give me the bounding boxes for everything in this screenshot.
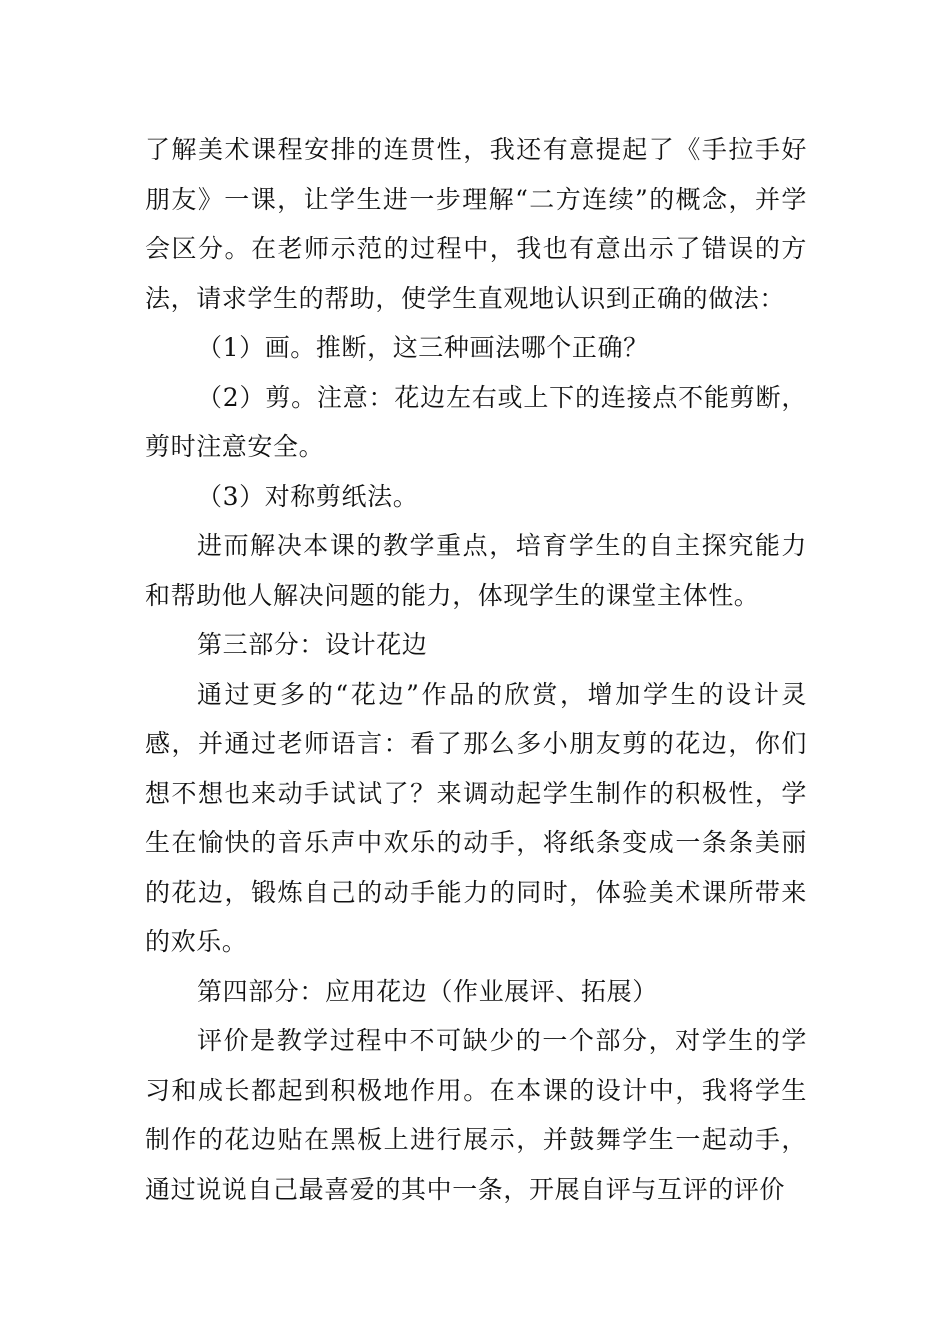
paragraph-teaching-focus: 进而解决本课的教学重点，培育学生的自主探究能力和帮助他人解决问题的能力，体现学生的课堂主体性。 xyxy=(145,531,807,610)
document-page xyxy=(145,125,807,1214)
paragraph-step-draw: （1）画。推断，这三种画法哪个正确？ xyxy=(197,333,649,362)
section-heading-part-three: 第三部分：设计花边 xyxy=(197,630,428,659)
paragraph-step-cut: （2）剪。注意：花边左右或上下的连接点不能剪断，剪时注意安全。 xyxy=(145,382,807,461)
paragraph-continuation: 了解美术课程安排的连贯性，我还有意提起了《手拉手好朋友》一课，让学生进一步理解“二方连续”的概念，并学会区分。在老师示范的过程中，我也有意出示了错误的方法，请求学生的帮助，使学生直观地认识到正确的做法： xyxy=(145,135,807,313)
paragraph-design-border: 通过更多的“花边”作品的欣赏，增加学生的设计灵感，并通过老师语言：看了那么多小朋友剪的花边，你们想不想也来动手试试了？来调动起学生制作的积极性，学生在愉快的音乐声中欢乐的动手，将纸条变成一条条美丽的花边，锻炼自己的动手能力的同时，体验美术课所带来的欢乐。 xyxy=(145,679,807,956)
paragraph-step-symmetric: （3）对称剪纸法。 xyxy=(197,481,419,511)
section-heading-part-four: 第四部分：应用花边（作业展评、拓展） xyxy=(197,976,658,1006)
paragraph-evaluation: 评价是教学过程中不可缺少的一个部分，对学生的学习和成长都起到积极地作用。在本课的设计中，我将学生制作的花边贴在黑板上进行展示，并鼓舞学生一起动手，通过说说自己最喜爱的其中一条，开展自评与互评的评价 xyxy=(145,1026,807,1204)
